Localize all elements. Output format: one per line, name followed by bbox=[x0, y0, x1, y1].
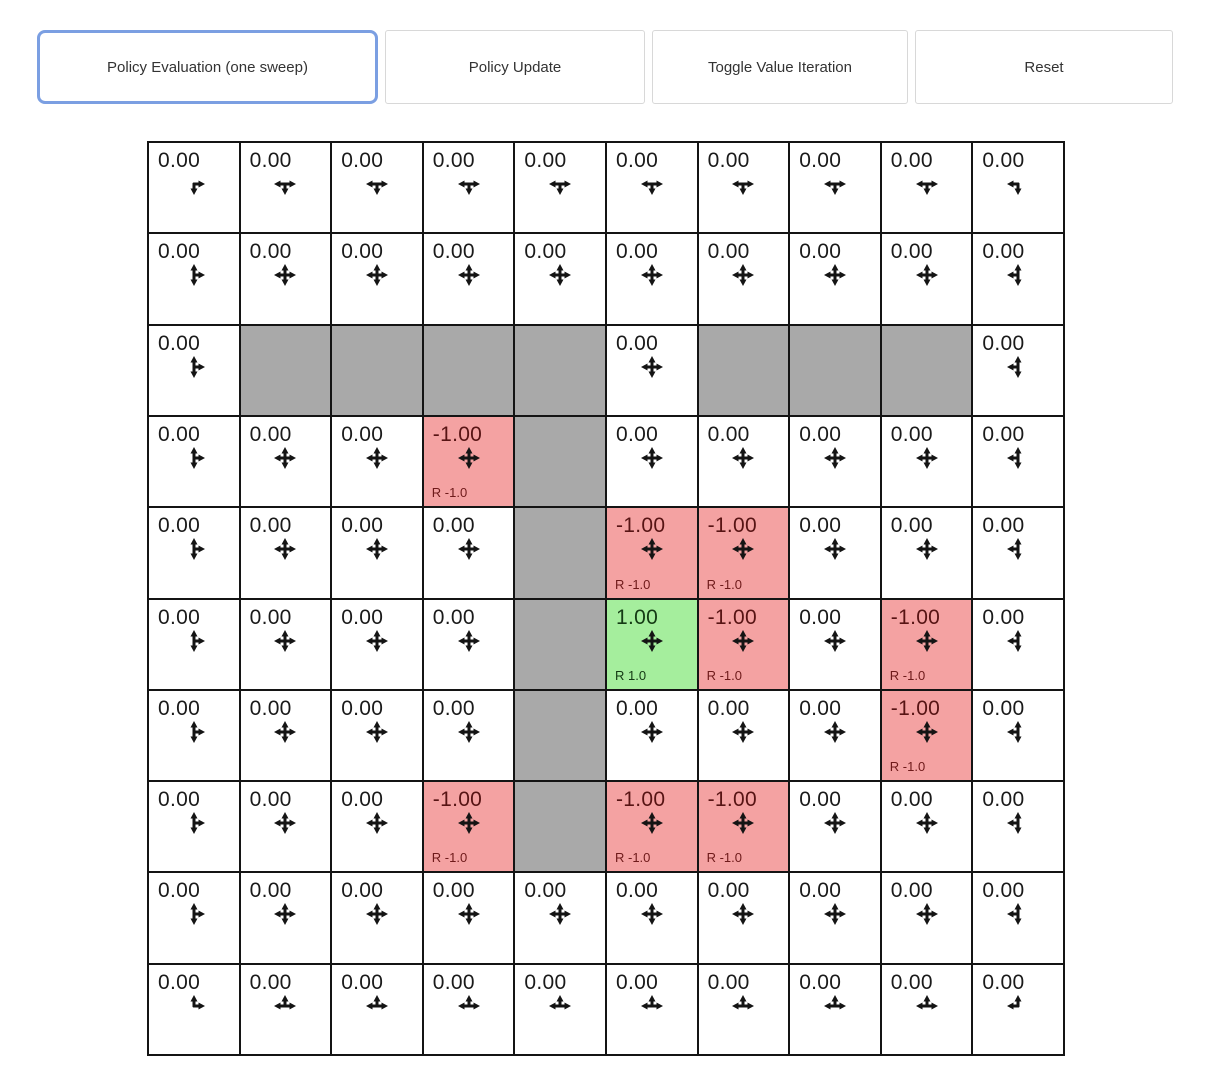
grid-cell[interactable] bbox=[698, 872, 790, 963]
grid-cell[interactable] bbox=[148, 142, 240, 233]
policy-arrows-icon bbox=[973, 443, 1063, 473]
cell-value: -1.00 bbox=[890, 605, 941, 629]
cell-value: 0.00 bbox=[799, 422, 842, 446]
cell-value: 0.00 bbox=[158, 331, 201, 355]
cell-value: 0.00 bbox=[158, 240, 201, 264]
cell-value: 0.00 bbox=[799, 149, 842, 172]
grid-cell[interactable] bbox=[698, 507, 790, 598]
policy-arrows-icon bbox=[699, 169, 789, 199]
policy-arrows-icon bbox=[149, 534, 239, 564]
cell-value: -1.00 bbox=[707, 514, 757, 538]
cell-value: 0.00 bbox=[341, 514, 384, 538]
cell-value: 0.00 bbox=[249, 240, 292, 264]
policy-arrows-icon bbox=[882, 443, 972, 473]
cell-value: 0.00 bbox=[707, 970, 750, 994]
grid-cell[interactable] bbox=[972, 690, 1064, 781]
reward-label: R -1.0 bbox=[706, 576, 742, 592]
grid-cell[interactable] bbox=[789, 781, 881, 872]
grid-cell[interactable] bbox=[331, 781, 423, 872]
cell-value: 0.00 bbox=[432, 605, 475, 629]
policy-arrows-icon bbox=[882, 534, 972, 564]
cell-value: 0.00 bbox=[524, 149, 567, 172]
grid-cell[interactable] bbox=[698, 781, 790, 872]
policy-arrows-icon bbox=[149, 991, 239, 1021]
grid-cell[interactable] bbox=[881, 872, 973, 963]
policy-arrows-icon bbox=[424, 169, 514, 199]
policy-arrows-icon bbox=[790, 260, 880, 290]
cell-value: 0.00 bbox=[158, 422, 201, 446]
grid-cell[interactable] bbox=[148, 416, 240, 507]
toggle-value-iteration-button[interactable]: Toggle Value Iteration bbox=[652, 30, 908, 104]
policy-arrows-icon bbox=[149, 899, 239, 929]
grid-cell[interactable] bbox=[606, 416, 698, 507]
policy-arrows-icon bbox=[149, 352, 239, 382]
policy-arrows-icon bbox=[241, 169, 331, 199]
cell-value: 0.00 bbox=[524, 970, 567, 994]
policy-arrows-icon bbox=[149, 717, 239, 747]
cell-value: 0.00 bbox=[799, 696, 842, 720]
grid-cell[interactable] bbox=[606, 507, 698, 598]
cell-value: 0.00 bbox=[432, 514, 475, 538]
grid-cell[interactable] bbox=[881, 690, 973, 781]
cell-value: 0.00 bbox=[249, 422, 292, 446]
policy-arrows-icon bbox=[790, 534, 880, 564]
cell-value: 0.00 bbox=[341, 149, 384, 172]
policy-arrows-icon bbox=[882, 899, 972, 929]
cell-value: 0.00 bbox=[249, 788, 292, 812]
grid-cell[interactable] bbox=[606, 599, 698, 690]
cell-value: 0.00 bbox=[799, 605, 842, 629]
policy-arrows-icon bbox=[241, 899, 331, 929]
grid-cell[interactable] bbox=[881, 142, 973, 233]
grid-cell[interactable] bbox=[148, 325, 240, 416]
policy-arrows-icon bbox=[332, 991, 422, 1021]
reward-label: R -1.0 bbox=[706, 850, 742, 866]
policy-arrows-icon bbox=[699, 899, 789, 929]
cell-value: 0.00 bbox=[982, 970, 1025, 994]
policy-arrows-icon bbox=[973, 352, 1063, 382]
cell-value: 0.00 bbox=[615, 149, 659, 172]
reward-label: R -1.0 bbox=[431, 485, 468, 501]
cell-value: 0.00 bbox=[249, 879, 292, 903]
grid-cell[interactable] bbox=[881, 964, 973, 1055]
cell-value: 0.00 bbox=[890, 240, 933, 264]
policy-arrows-icon bbox=[607, 899, 697, 929]
cell-value: -1.00 bbox=[707, 788, 757, 812]
policy-arrows-icon bbox=[882, 808, 972, 838]
reward-label: R 1.0 bbox=[614, 667, 647, 683]
grid-cell[interactable] bbox=[240, 599, 332, 690]
policy-arrows-icon bbox=[973, 534, 1063, 564]
cell-value: 0.00 bbox=[615, 696, 659, 720]
grid-cell[interactable] bbox=[698, 964, 790, 1055]
cell-value: 0.00 bbox=[432, 879, 475, 903]
policy-arrows-icon bbox=[699, 717, 789, 747]
cell-value: 0.00 bbox=[615, 970, 659, 994]
cell-value: 1.00 bbox=[615, 605, 659, 629]
policy-arrows-icon bbox=[790, 169, 880, 199]
cell-value: -1.00 bbox=[615, 514, 666, 538]
policy-arrows-icon bbox=[332, 899, 422, 929]
cell-value: 0.00 bbox=[890, 422, 933, 446]
grid-cell[interactable] bbox=[698, 142, 790, 233]
policy-arrows-icon bbox=[973, 808, 1063, 838]
cell-value: 0.00 bbox=[799, 240, 842, 264]
cell-value: 0.00 bbox=[799, 788, 842, 812]
cell-value: 0.00 bbox=[982, 879, 1025, 903]
cell-value: 0.00 bbox=[158, 514, 201, 538]
grid-cell[interactable] bbox=[423, 781, 515, 872]
cell-value: 0.00 bbox=[158, 788, 201, 812]
cell-value: 0.00 bbox=[158, 970, 201, 994]
policy-arrows-icon bbox=[973, 626, 1063, 656]
cell-value: 0.00 bbox=[799, 514, 842, 538]
cell-value: 0.00 bbox=[249, 696, 292, 720]
cell-value: 0.00 bbox=[432, 240, 475, 264]
policy-arrows-icon bbox=[332, 169, 422, 199]
policy-arrows-icon bbox=[790, 626, 880, 656]
wall-cell bbox=[881, 325, 973, 416]
grid-cell[interactable] bbox=[881, 599, 973, 690]
wall-cell bbox=[514, 416, 606, 507]
grid-cell[interactable] bbox=[240, 964, 332, 1055]
policy-arrows-icon bbox=[699, 443, 789, 473]
policy-arrows-icon bbox=[790, 443, 880, 473]
policy-arrows-icon bbox=[241, 626, 331, 656]
cell-value: 0.00 bbox=[707, 696, 750, 720]
grid-cell[interactable] bbox=[789, 872, 881, 963]
grid-cell[interactable] bbox=[606, 872, 698, 963]
cell-value: 0.00 bbox=[158, 879, 201, 903]
grid-cell[interactable] bbox=[423, 690, 515, 781]
policy-arrows-icon bbox=[607, 443, 697, 473]
cell-value: 0.00 bbox=[524, 240, 567, 264]
cell-value: 0.00 bbox=[890, 149, 933, 172]
cell-value: 0.00 bbox=[432, 149, 475, 172]
grid-cell[interactable] bbox=[972, 325, 1064, 416]
policy-arrows-icon bbox=[790, 808, 880, 838]
policy-arrows-icon bbox=[424, 991, 514, 1021]
cell-value: 0.00 bbox=[890, 879, 933, 903]
cell-value: 0.00 bbox=[890, 970, 933, 994]
grid-cell[interactable] bbox=[423, 872, 515, 963]
policy-arrows-icon bbox=[149, 260, 239, 290]
cell-value: 0.00 bbox=[982, 514, 1025, 538]
cell-value: 0.00 bbox=[799, 879, 842, 903]
grid-cell[interactable] bbox=[606, 781, 698, 872]
grid-cell[interactable] bbox=[331, 233, 423, 324]
policy-arrows-icon bbox=[882, 717, 972, 747]
toolbar bbox=[37, 30, 1208, 104]
cell-value: 0.00 bbox=[615, 331, 659, 355]
grid-cell[interactable] bbox=[514, 964, 606, 1055]
policy-arrows-icon bbox=[332, 717, 422, 747]
grid-cell[interactable] bbox=[698, 599, 790, 690]
cell-value: 0.00 bbox=[158, 605, 201, 629]
policy-arrows-icon bbox=[424, 808, 514, 838]
policy-arrows-icon bbox=[149, 808, 239, 838]
grid-cell[interactable] bbox=[514, 142, 606, 233]
grid-cell[interactable] bbox=[240, 507, 332, 598]
cell-value: 0.00 bbox=[707, 422, 750, 446]
cell-value: 0.00 bbox=[890, 514, 933, 538]
cell-value: 0.00 bbox=[707, 240, 750, 264]
grid-cell[interactable] bbox=[606, 325, 698, 416]
cell-value: -1.00 bbox=[432, 788, 483, 812]
policy-arrows-icon bbox=[607, 169, 697, 199]
grid-cell[interactable] bbox=[698, 233, 790, 324]
policy-arrows-icon bbox=[332, 534, 422, 564]
grid-cell[interactable] bbox=[423, 416, 515, 507]
cell-value: 0.00 bbox=[249, 514, 292, 538]
cell-value: 0.00 bbox=[341, 696, 384, 720]
policy-arrows-icon bbox=[424, 260, 514, 290]
cell-value: 0.00 bbox=[707, 879, 750, 903]
grid-cell[interactable] bbox=[148, 690, 240, 781]
grid-cell[interactable] bbox=[972, 781, 1064, 872]
reward-label: R -1.0 bbox=[614, 850, 651, 866]
cell-value: 0.00 bbox=[615, 240, 659, 264]
grid-cell[interactable] bbox=[972, 416, 1064, 507]
reset-button[interactable]: Reset bbox=[915, 30, 1173, 104]
cell-value: 0.00 bbox=[982, 788, 1025, 812]
grid-cell[interactable] bbox=[606, 690, 698, 781]
grid-cell[interactable] bbox=[881, 507, 973, 598]
gridworld-grid bbox=[147, 141, 1065, 1056]
policy-arrows-icon bbox=[699, 534, 789, 564]
policy-arrows-icon bbox=[973, 260, 1063, 290]
policy-arrows-icon bbox=[607, 991, 697, 1021]
grid-cell[interactable] bbox=[972, 142, 1064, 233]
cell-value: -1.00 bbox=[707, 605, 757, 629]
policy-arrows-icon bbox=[241, 717, 331, 747]
cell-value: -1.00 bbox=[432, 422, 483, 446]
policy-arrows-icon bbox=[973, 169, 1063, 199]
grid-cell[interactable] bbox=[698, 690, 790, 781]
grid-cell[interactable] bbox=[789, 507, 881, 598]
grid-cell[interactable] bbox=[514, 872, 606, 963]
grid-cell[interactable] bbox=[240, 781, 332, 872]
policy-arrows-icon bbox=[424, 899, 514, 929]
cell-value: 0.00 bbox=[341, 970, 384, 994]
policy-arrows-icon bbox=[790, 717, 880, 747]
policy-arrows-icon bbox=[607, 260, 697, 290]
policy-arrows-icon bbox=[424, 534, 514, 564]
wall-cell bbox=[514, 507, 606, 598]
grid-cell[interactable] bbox=[972, 599, 1064, 690]
cell-value: 0.00 bbox=[341, 422, 384, 446]
policy-arrows-icon bbox=[607, 352, 697, 382]
cell-value: 0.00 bbox=[341, 605, 384, 629]
policy-arrows-icon bbox=[241, 260, 331, 290]
cell-value: 0.00 bbox=[799, 970, 842, 994]
wall-cell bbox=[514, 690, 606, 781]
policy-arrows-icon bbox=[607, 717, 697, 747]
grid-cell[interactable] bbox=[789, 233, 881, 324]
policy-arrows-icon bbox=[882, 626, 972, 656]
policy-arrows-icon bbox=[424, 443, 514, 473]
grid-cell[interactable] bbox=[606, 233, 698, 324]
grid-cell[interactable] bbox=[331, 872, 423, 963]
grid-cell[interactable] bbox=[148, 964, 240, 1055]
policy-arrows-icon bbox=[332, 443, 422, 473]
grid-cell[interactable] bbox=[606, 964, 698, 1055]
grid-cell[interactable] bbox=[789, 142, 881, 233]
reward-label: R -1.0 bbox=[706, 667, 742, 683]
wall-cell bbox=[698, 325, 790, 416]
cell-value: 0.00 bbox=[982, 331, 1025, 355]
cell-value: 0.00 bbox=[982, 422, 1025, 446]
policy-arrows-icon bbox=[790, 899, 880, 929]
grid-cell[interactable] bbox=[331, 142, 423, 233]
grid-cell[interactable] bbox=[240, 690, 332, 781]
policy-update-button[interactable]: Policy Update bbox=[385, 30, 645, 104]
reward-label: R -1.0 bbox=[614, 576, 651, 592]
grid-cell[interactable] bbox=[240, 233, 332, 324]
grid-cell[interactable] bbox=[331, 690, 423, 781]
policy-arrows-icon bbox=[149, 443, 239, 473]
grid-cell[interactable] bbox=[331, 599, 423, 690]
policy-evaluation-button[interactable]: Policy Evaluation (one sweep) bbox=[37, 30, 378, 104]
grid-cell[interactable] bbox=[972, 507, 1064, 598]
policy-arrows-icon bbox=[973, 717, 1063, 747]
grid-cell[interactable] bbox=[240, 142, 332, 233]
policy-arrows-icon bbox=[973, 899, 1063, 929]
cell-value: 0.00 bbox=[890, 788, 933, 812]
grid-cell[interactable] bbox=[789, 416, 881, 507]
cell-value: 0.00 bbox=[341, 879, 384, 903]
cell-value: 0.00 bbox=[249, 970, 292, 994]
policy-arrows-icon bbox=[515, 899, 605, 929]
policy-arrows-icon bbox=[332, 626, 422, 656]
cell-value: 0.00 bbox=[615, 422, 659, 446]
grid-cell[interactable] bbox=[331, 416, 423, 507]
policy-arrows-icon bbox=[607, 534, 697, 564]
wall-cell bbox=[423, 325, 515, 416]
reward-label: R -1.0 bbox=[889, 667, 926, 683]
policy-arrows-icon bbox=[699, 808, 789, 838]
policy-arrows-icon bbox=[973, 991, 1063, 1021]
grid-cell[interactable] bbox=[881, 781, 973, 872]
cell-value: 0.00 bbox=[341, 240, 384, 264]
policy-arrows-icon bbox=[882, 260, 972, 290]
wall-cell bbox=[514, 325, 606, 416]
grid-cell[interactable] bbox=[606, 142, 698, 233]
policy-arrows-icon bbox=[241, 443, 331, 473]
policy-arrows-icon bbox=[241, 808, 331, 838]
cell-value: 0.00 bbox=[524, 879, 567, 903]
cell-value: 0.00 bbox=[982, 240, 1025, 264]
grid-cell[interactable] bbox=[881, 233, 973, 324]
wall-cell bbox=[331, 325, 423, 416]
policy-arrows-icon bbox=[424, 717, 514, 747]
grid-cell[interactable] bbox=[148, 233, 240, 324]
cell-value: 0.00 bbox=[158, 696, 201, 720]
reward-label: R -1.0 bbox=[889, 759, 926, 775]
cell-value: 0.00 bbox=[341, 788, 384, 812]
grid-cell[interactable] bbox=[148, 599, 240, 690]
grid-cell[interactable] bbox=[972, 233, 1064, 324]
policy-arrows-icon bbox=[515, 169, 605, 199]
policy-arrows-icon bbox=[699, 626, 789, 656]
grid-cell[interactable] bbox=[148, 507, 240, 598]
policy-arrows-icon bbox=[699, 991, 789, 1021]
wall-cell bbox=[514, 781, 606, 872]
grid-cell[interactable] bbox=[789, 599, 881, 690]
grid-cell[interactable] bbox=[148, 872, 240, 963]
cell-value: 0.00 bbox=[982, 149, 1025, 172]
cell-value: 0.00 bbox=[615, 879, 659, 903]
policy-arrows-icon bbox=[241, 991, 331, 1021]
cell-value: -1.00 bbox=[890, 696, 941, 720]
grid-cell[interactable] bbox=[423, 233, 515, 324]
policy-arrows-icon bbox=[607, 808, 697, 838]
reward-label: R -1.0 bbox=[431, 850, 468, 866]
grid-cell[interactable] bbox=[148, 781, 240, 872]
cell-value: 0.00 bbox=[982, 696, 1025, 720]
policy-arrows-icon bbox=[332, 260, 422, 290]
policy-arrows-icon bbox=[149, 626, 239, 656]
grid-cell[interactable] bbox=[423, 599, 515, 690]
policy-arrows-icon bbox=[607, 626, 697, 656]
wall-cell bbox=[789, 325, 881, 416]
cell-value: -1.00 bbox=[615, 788, 666, 812]
policy-arrows-icon bbox=[882, 991, 972, 1021]
grid-cell[interactable] bbox=[789, 964, 881, 1055]
cell-value: 0.00 bbox=[158, 149, 201, 172]
wall-cell bbox=[240, 325, 332, 416]
grid-cell[interactable] bbox=[423, 142, 515, 233]
cell-value: 0.00 bbox=[707, 149, 750, 172]
wall-cell bbox=[514, 599, 606, 690]
cell-value: 0.00 bbox=[432, 696, 475, 720]
policy-arrows-icon bbox=[424, 626, 514, 656]
grid-cell[interactable] bbox=[789, 690, 881, 781]
grid-cell[interactable] bbox=[240, 416, 332, 507]
grid-cell[interactable] bbox=[698, 416, 790, 507]
grid-cell[interactable] bbox=[972, 964, 1064, 1055]
grid-cell[interactable] bbox=[240, 872, 332, 963]
cell-value: 0.00 bbox=[249, 149, 292, 172]
cell-value: 0.00 bbox=[249, 605, 292, 629]
grid-cell[interactable] bbox=[972, 872, 1064, 963]
policy-arrows-icon bbox=[515, 260, 605, 290]
grid-cell[interactable] bbox=[514, 233, 606, 324]
cell-value: 0.00 bbox=[432, 970, 475, 994]
policy-arrows-icon bbox=[790, 991, 880, 1021]
grid-cell[interactable] bbox=[423, 964, 515, 1055]
policy-arrows-icon bbox=[149, 169, 239, 199]
grid-cell[interactable] bbox=[331, 964, 423, 1055]
grid-cell[interactable] bbox=[331, 507, 423, 598]
grid-cell[interactable] bbox=[423, 507, 515, 598]
policy-arrows-icon bbox=[332, 808, 422, 838]
policy-arrows-icon bbox=[882, 169, 972, 199]
policy-arrows-icon bbox=[241, 534, 331, 564]
cell-value: 0.00 bbox=[982, 605, 1025, 629]
policy-arrows-icon bbox=[515, 991, 605, 1021]
grid-cell[interactable] bbox=[881, 416, 973, 507]
policy-arrows-icon bbox=[699, 260, 789, 290]
